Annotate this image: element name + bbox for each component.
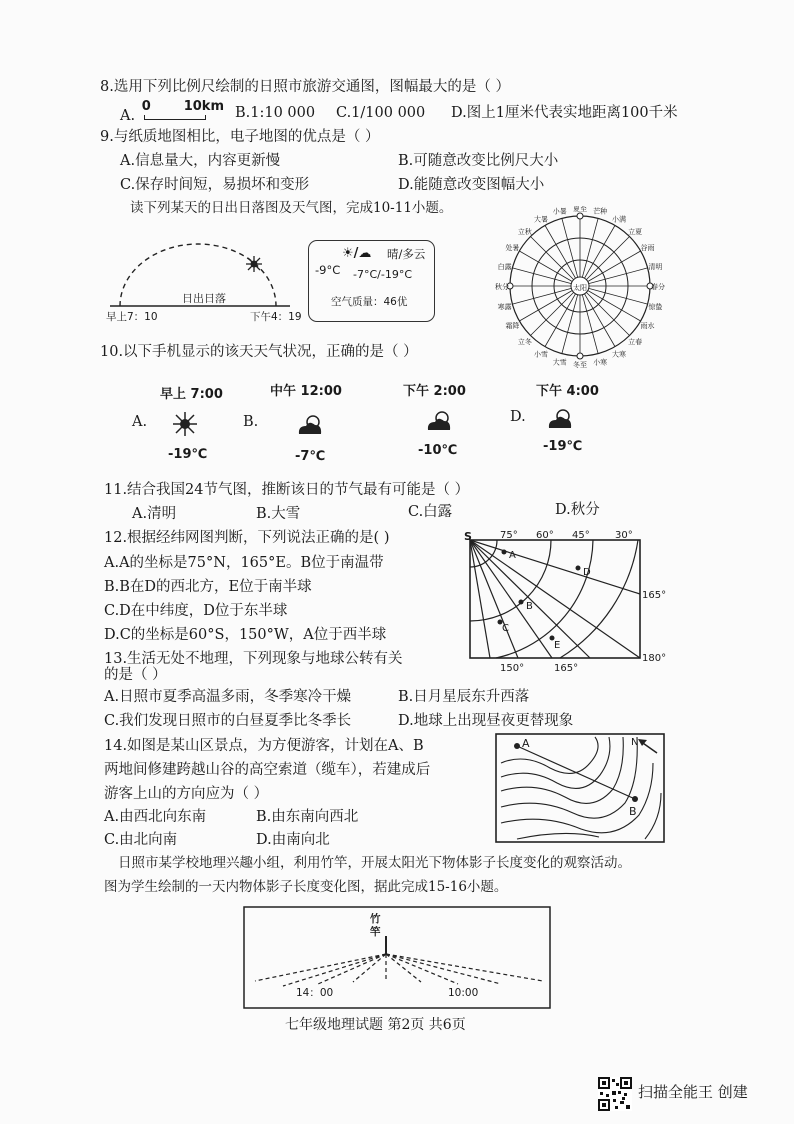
q13-option-c: C.我们发现日照市的白昼夏季比冬季长 (104, 713, 352, 729)
q10-time-3: 下午 4:00 (536, 384, 599, 399)
cloudy-icon-c (424, 408, 454, 434)
scale-bar (140, 99, 224, 120)
q11-option-b: B.大雪 (256, 506, 301, 522)
point-b-marker (632, 796, 638, 802)
q14-option-a: A.由西北向东南 (104, 809, 207, 825)
q9-stem: 9.与纸质地图相比，电子地图的优点是（ ） (100, 129, 380, 145)
q10-time-0: 早上 7:00 (160, 387, 223, 402)
solar-term-label: 立秋 (517, 227, 532, 236)
q12-option-d: D.C的坐标是60°S，150°W，A位于西半球 (104, 627, 387, 643)
solar-term-label: 大寒 (612, 350, 626, 359)
contour-point-a-label: A (522, 737, 530, 750)
q10-letter-d: D. (510, 409, 526, 425)
scanner-watermark: 扫描全能王 创建 (638, 1083, 748, 1101)
solar-term-label: 惊蛰 (648, 303, 663, 312)
q8-option-b: B.1:10 000 (235, 105, 316, 121)
cloudy-icon-d (545, 406, 575, 432)
solar-term-label: 立冬 (517, 338, 532, 347)
solar-terms-diagram (490, 206, 670, 370)
lon-150-label: 150° (500, 663, 525, 674)
q14-option-b: B.由东南向西北 (256, 809, 359, 825)
lat-60-label: 60° (536, 530, 554, 541)
graticule-diagram (460, 528, 672, 674)
q14-stem-line3: 游客上山的方向应为（ ） (104, 786, 269, 802)
north-label: N (631, 737, 639, 748)
solar-term-label: 霜降 (505, 322, 520, 330)
lat-75-label: 75° (500, 530, 518, 541)
contour-point-b-label: B (629, 805, 637, 818)
point-a-label: A (509, 550, 516, 561)
solar-term-label: 小寒 (593, 358, 608, 367)
q10-letter-a: A. (132, 414, 148, 430)
contour-map (495, 733, 665, 843)
air-quality: 空气质量：46优 (331, 296, 408, 308)
sunset-time: 下午4：19 (250, 311, 302, 323)
q10-temp-d: -19℃ (543, 439, 583, 454)
q8-option-d: D.图上1厘米代表实地距离100千米 (451, 105, 678, 121)
page-footer: 七年级地理试题 第2页 共6页 (285, 1017, 466, 1033)
intro-15-16-line1: 日照市某学校地理兴趣小组，利用竹竿，开展太阳光下物体影子长度变化的观察活动。 (118, 855, 631, 871)
intro-15-16-line2: 图为学生绘制的一天内物体影子长度变化图，据此完成15-16小题。 (104, 879, 508, 895)
solar-spoke (531, 292, 574, 335)
q12-option-b: B.B在D的西北方，E位于南半球 (104, 579, 312, 595)
sunrise-sunset-diagram (100, 240, 305, 330)
q14-option-d: D.由南向北 (256, 832, 330, 848)
q8-option-a (120, 99, 224, 124)
pole-label: S (464, 530, 472, 543)
q9-option-a: A.信息量大，内容更新慢 (120, 153, 281, 169)
solar-term-label: 寒露 (497, 303, 512, 312)
q9-option-b: B.可随意改变比例尺大小 (398, 153, 559, 169)
q10-letter-b: B. (243, 414, 259, 430)
shadow-lines (255, 954, 543, 986)
lat-30-label: 30° (615, 530, 633, 541)
q10-stem: 10.以下手机显示的该天天气状况，正确的是（ ） (100, 344, 418, 360)
contour-lines (501, 737, 661, 839)
solar-term-label: 谷雨 (640, 244, 655, 252)
q12-stem: 12.根据经纬网图判断，下列说法正确的是( ) (104, 530, 390, 546)
solar-term-label: 秋分 (495, 283, 509, 291)
solar-term-label: 雨水 (640, 322, 655, 330)
q14-stem-line1: 14.如图是某山区景点，为方便游客，计划在A、B (104, 738, 424, 754)
solar-term-label: 立春 (628, 338, 643, 347)
weather-condition: 晴/多云 (387, 247, 426, 261)
q9-option-c: C.保存时间短，易损坏和变形 (120, 177, 310, 193)
q10-time-2: 下午 2:00 (403, 384, 466, 399)
q13-stem-line2: 的是（ ） (104, 667, 167, 683)
q13-option-a: A.日照市夏季高温多雨，冬季寒冷干燥 (104, 689, 352, 705)
sun-diagram-label: 日出日落 (182, 292, 226, 305)
sun-icon (246, 256, 262, 272)
pole-label-bottom: 竿 (370, 926, 381, 938)
q12-option-a: A.A的坐标是75°N，165°E。B位于南温带 (104, 555, 384, 571)
scale-bar-km: 10km (183, 99, 224, 114)
solar-term-label: 大暑 (534, 215, 548, 224)
q11-option-c: C.白露 (408, 504, 453, 520)
solar-term-label: 冬至 (573, 361, 587, 369)
solar-spoke (586, 237, 629, 280)
q9-option-d: D.能随意改变图幅大小 (398, 177, 545, 193)
q14-option-c: C.由北向南 (104, 832, 178, 848)
solar-term-label: 白露 (497, 262, 512, 271)
solar-center-label: 太阳 (573, 284, 587, 292)
point-b-label: B (526, 601, 533, 612)
q13-option-b: B.日月星辰东升西落 (398, 689, 530, 705)
weather-current-temp: -9°C (315, 263, 341, 277)
q11-option-d: D.秋分 (555, 502, 600, 518)
q14-stem-line2: 两地间修建跨越山谷的高空索道（缆车），若建成后 (104, 762, 431, 778)
lon-165-bottom-label: 165° (554, 663, 579, 674)
q8-option-a-prefix: A. (120, 108, 136, 124)
weather-range: -7°C/-19°C (353, 268, 413, 281)
partly-cloudy-icon (295, 412, 325, 438)
solar-spoke (531, 237, 574, 280)
q13-option-d: D.地球上出现昼夜更替现象 (398, 713, 574, 729)
time-14-label: 14：00 (296, 987, 334, 999)
cardinal-term-marker (577, 353, 583, 359)
sunrise-time: 早上7：10 (106, 311, 158, 323)
solar-term-label: 大雪 (552, 358, 567, 367)
shadow-diagram-frame (244, 907, 550, 1008)
point-c-label: C (502, 623, 509, 634)
solar-term-label: 处暑 (505, 244, 520, 252)
q12-option-c: C.D在中纬度，D位于东半球 (104, 603, 288, 619)
solar-term-label: 清明 (648, 262, 663, 271)
sunny-icon (170, 410, 200, 438)
weather-card (308, 240, 435, 322)
solar-term-label: 小暑 (552, 207, 567, 216)
lon-165-right-label: 165° (642, 590, 667, 601)
lon-180-label: 180° (642, 653, 667, 664)
scale-bar-zero: 0 (141, 99, 151, 114)
solar-term-label: 小满 (612, 215, 626, 224)
intro-10-11: 读下列某天的日出日落图及天气图，完成10-11小题。 (130, 200, 453, 216)
q10-temp-c: -10℃ (418, 443, 458, 458)
graticule-points (498, 550, 581, 641)
q8-option-c: C.1/100 000 (336, 105, 426, 121)
q11-option-a: A.清明 (132, 506, 177, 522)
lat-45-label: 45° (572, 530, 590, 541)
point-e-label: E (554, 640, 561, 651)
cableway-line (517, 746, 635, 799)
solar-term-label: 春分 (651, 283, 665, 291)
solar-term-label: 小雪 (534, 350, 548, 359)
solar-term-label: 立夏 (628, 227, 643, 236)
point-d-label: D (583, 567, 591, 578)
point-a-marker (514, 743, 520, 749)
weather-icons: ☀/☁ (342, 246, 372, 261)
q11-stem: 11.结合我国24节气图，推断该日的节气最有可能是（ ） (104, 482, 470, 498)
q8-stem: 8.选用下列比例尺绘制的日照市旅游交通图，图幅最大的是（ ） (100, 79, 510, 95)
q10-temp-a: -19℃ (168, 447, 208, 462)
shadow-length-diagram (243, 906, 551, 1009)
cardinal-term-marker (577, 213, 583, 219)
north-arrow-icon (638, 739, 657, 753)
q10-time-1: 中午 12:00 (270, 384, 342, 399)
solar-spoke (586, 292, 629, 335)
solar-term-label: 芒种 (593, 207, 608, 216)
qr-code-icon (598, 1077, 632, 1111)
time-10-label: 10:00 (448, 987, 479, 999)
pole-label-top: 竹 (370, 913, 381, 925)
q13-stem-line1: 13.生活无处不地理，下列现象与地球公转有关 (104, 651, 403, 667)
solar-term-label: 夏至 (573, 206, 587, 213)
q10-temp-b: -7℃ (295, 449, 326, 464)
